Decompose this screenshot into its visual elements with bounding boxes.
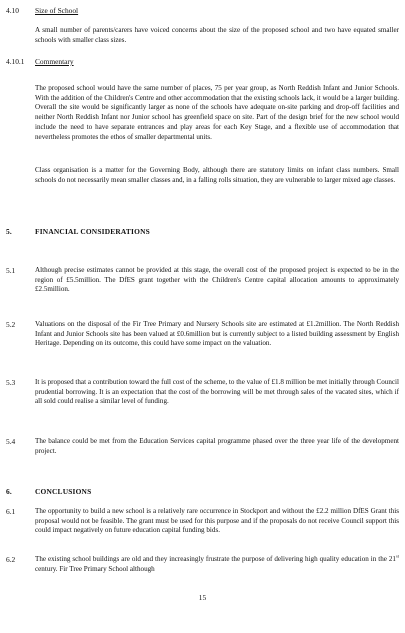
item-number: 5.1 <box>6 266 16 275</box>
superscript: st <box>395 553 399 559</box>
paragraph: The balance could be met from the Education Services capital programme phased over the three year life of the development project. <box>35 437 399 455</box>
item-number: 5.2 <box>6 320 16 329</box>
paragraph-text: century. Fir Tree Primary School although <box>35 564 155 573</box>
section-heading: CONCLUSIONS <box>35 487 92 496</box>
item-number: 6.2 <box>6 555 16 564</box>
section-number: 6. <box>6 487 12 496</box>
paragraph-text: The existing school buildings are old and they increasingly frustrate the purpose of delivering high quality education in the 21 <box>35 555 396 563</box>
section-number: 5. <box>6 227 12 236</box>
paragraph: The proposed school would have the same number of places, 75 per year group, as North Reddish Infant and Junior Schools. With the addition of the Children's Centre and other accommodation that the existing schools lack, it would be a larger building. Overall the site would be significantly larger as none of the schools have adequate on-site parking and drop-off facilities and neither North Reddish Infant nor Junior school has greenfield space on site. Part of the design brief for the new school would include the need to have separate entrances and play areas for each Key Stage, and a flexible use of accommodation that nevertheless promotes the ethos of smaller departmental units. <box>35 84 399 141</box>
section-number: 4.10.1 <box>6 57 25 66</box>
page-number: 15 <box>198 593 207 602</box>
paragraph: A small number of parents/carers have voiced concerns about the size of the proposed school and two have equated smaller schools with smaller class sizes. <box>35 26 399 44</box>
item-number: 5.3 <box>6 378 16 387</box>
item-number: 6.1 <box>6 507 16 516</box>
paragraph: It is proposed that a contribution toward the full cost of the scheme, to the value of £1.8 million be met initially through Council prudential borrowing. It is an expectation that the cost of the borrowing will be met through sales of the vacated sites, which if all sold could realise a similar level of funding. <box>35 378 399 406</box>
section-heading: Commentary <box>35 57 74 66</box>
section-heading: FINANCIAL CONSIDERATIONS <box>35 227 150 236</box>
item-number: 5.4 <box>6 437 16 446</box>
paragraph: Although precise estimates cannot be provided at this stage, the overall cost of the proposed project is expected to be in the region of £5.5million. The DfES grant together with the Children's Centre capital allocation amounts to approximately £2.5million. <box>35 266 399 294</box>
paragraph: Class organisation is a matter for the Governing Body, although there are statutory limits on infant class numbers. Small schools do not necessarily mean smaller classes and, in a falling rolls situation, they are vulnerable to larger mixed age classes. <box>35 166 399 184</box>
paragraph <box>35 555 399 574</box>
paragraph: The opportunity to build a new school is a relatively rare occurrence in Stockport and without the £2.2 million DfES Grant this proposal would not be feasible. The grant must be used for this purpose and if the proposals do not receive Council support this could impact negatively on future education capital funding bids. <box>35 507 399 535</box>
paragraph: Valuations on the disposal of the Fir Tree Primary and Nursery Schools site are estimated at £1.2million. The North Reddish Infant and Junior Schools site has been valued at £0.6million but is currently subject to a listed building assessment by English Heritage. Depending on its outcome, this could have some impact on the valuation. <box>35 320 399 348</box>
section-heading: Size of School <box>35 6 79 15</box>
section-number: 4.10 <box>6 6 19 15</box>
